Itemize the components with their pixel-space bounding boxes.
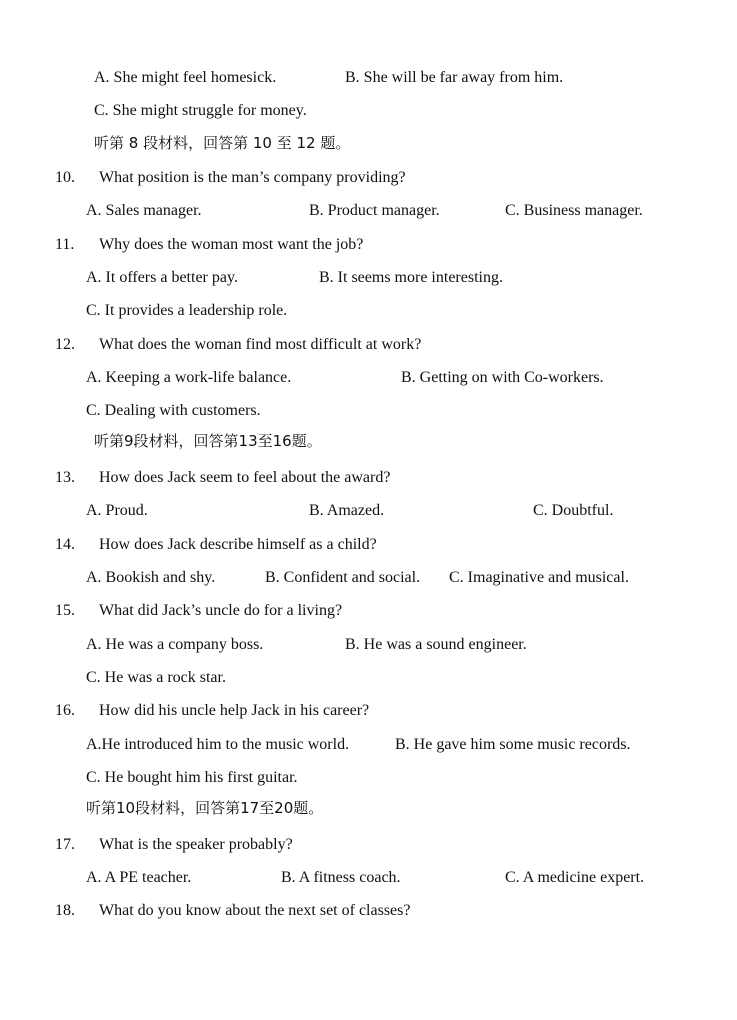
question-number: 16.	[55, 702, 75, 719]
option-b: B. Getting on with Co-workers.	[401, 369, 604, 386]
option-c: C. It provides a leadership role.	[86, 302, 288, 319]
question-number: 15.	[55, 602, 75, 619]
question-text: What did Jack’s uncle do for a living?	[99, 602, 343, 619]
option-c: C. Doubtful.	[533, 502, 614, 519]
option-c: C. Business manager.	[505, 202, 643, 219]
option-a: A. He was a company boss.	[86, 636, 264, 653]
option-b: B. It seems more interesting.	[319, 269, 503, 286]
option-c: C. He was a rock star.	[86, 669, 226, 686]
question-number: 10.	[55, 169, 75, 186]
question-text: How does Jack describe himself as a child?	[99, 536, 377, 553]
option-a: A. She might feel homesick.	[94, 69, 277, 86]
option-a: A. Proud.	[86, 502, 148, 519]
option-c: C. She might struggle for money.	[94, 102, 307, 119]
question-text: What do you know about the next set of classes?	[99, 902, 411, 919]
option-c: C. A medicine expert.	[505, 869, 645, 886]
question-text: What position is the man’s company providing?	[99, 169, 406, 186]
option-a: A. Sales manager.	[86, 202, 202, 219]
question-text: How did his uncle help Jack in his career?	[99, 702, 370, 719]
option-b: B. She will be far away from him.	[345, 69, 564, 86]
question-number: 18.	[55, 902, 75, 919]
option-c: C. He bought him his first guitar.	[86, 769, 298, 786]
option-b: B. He gave him some music records.	[395, 736, 631, 753]
option-b: B. He was a sound engineer.	[345, 636, 527, 653]
option-b: B. Confident and social.	[265, 569, 421, 586]
option-a: A. A PE teacher.	[86, 869, 192, 886]
question-number: 12.	[55, 336, 75, 353]
option-a: A. It offers a better pay.	[86, 269, 238, 286]
option-a: A. Bookish and shy.	[86, 569, 216, 586]
option-a: A.He introduced him to the music world.	[86, 736, 350, 753]
question-number: 11.	[55, 236, 75, 253]
question-text: Why does the woman most want the job?	[99, 236, 364, 253]
option-c: C. Dealing with customers.	[86, 402, 261, 419]
option-b: B. Amazed.	[309, 502, 385, 519]
question-text: What is the speaker probably?	[99, 836, 293, 853]
question-number: 17.	[55, 836, 75, 853]
option-c: C. Imaginative and musical.	[449, 569, 629, 586]
option-b: B. Product manager.	[309, 202, 440, 219]
question-text: What does the woman find most difficult at work?	[99, 336, 422, 353]
question-text: How does Jack seem to feel about the award?	[99, 469, 391, 486]
option-a: A. Keeping a work-life balance.	[86, 369, 292, 386]
question-number: 13.	[55, 469, 75, 486]
question-number: 14.	[55, 536, 75, 553]
option-b: B. A fitness coach.	[281, 869, 401, 886]
